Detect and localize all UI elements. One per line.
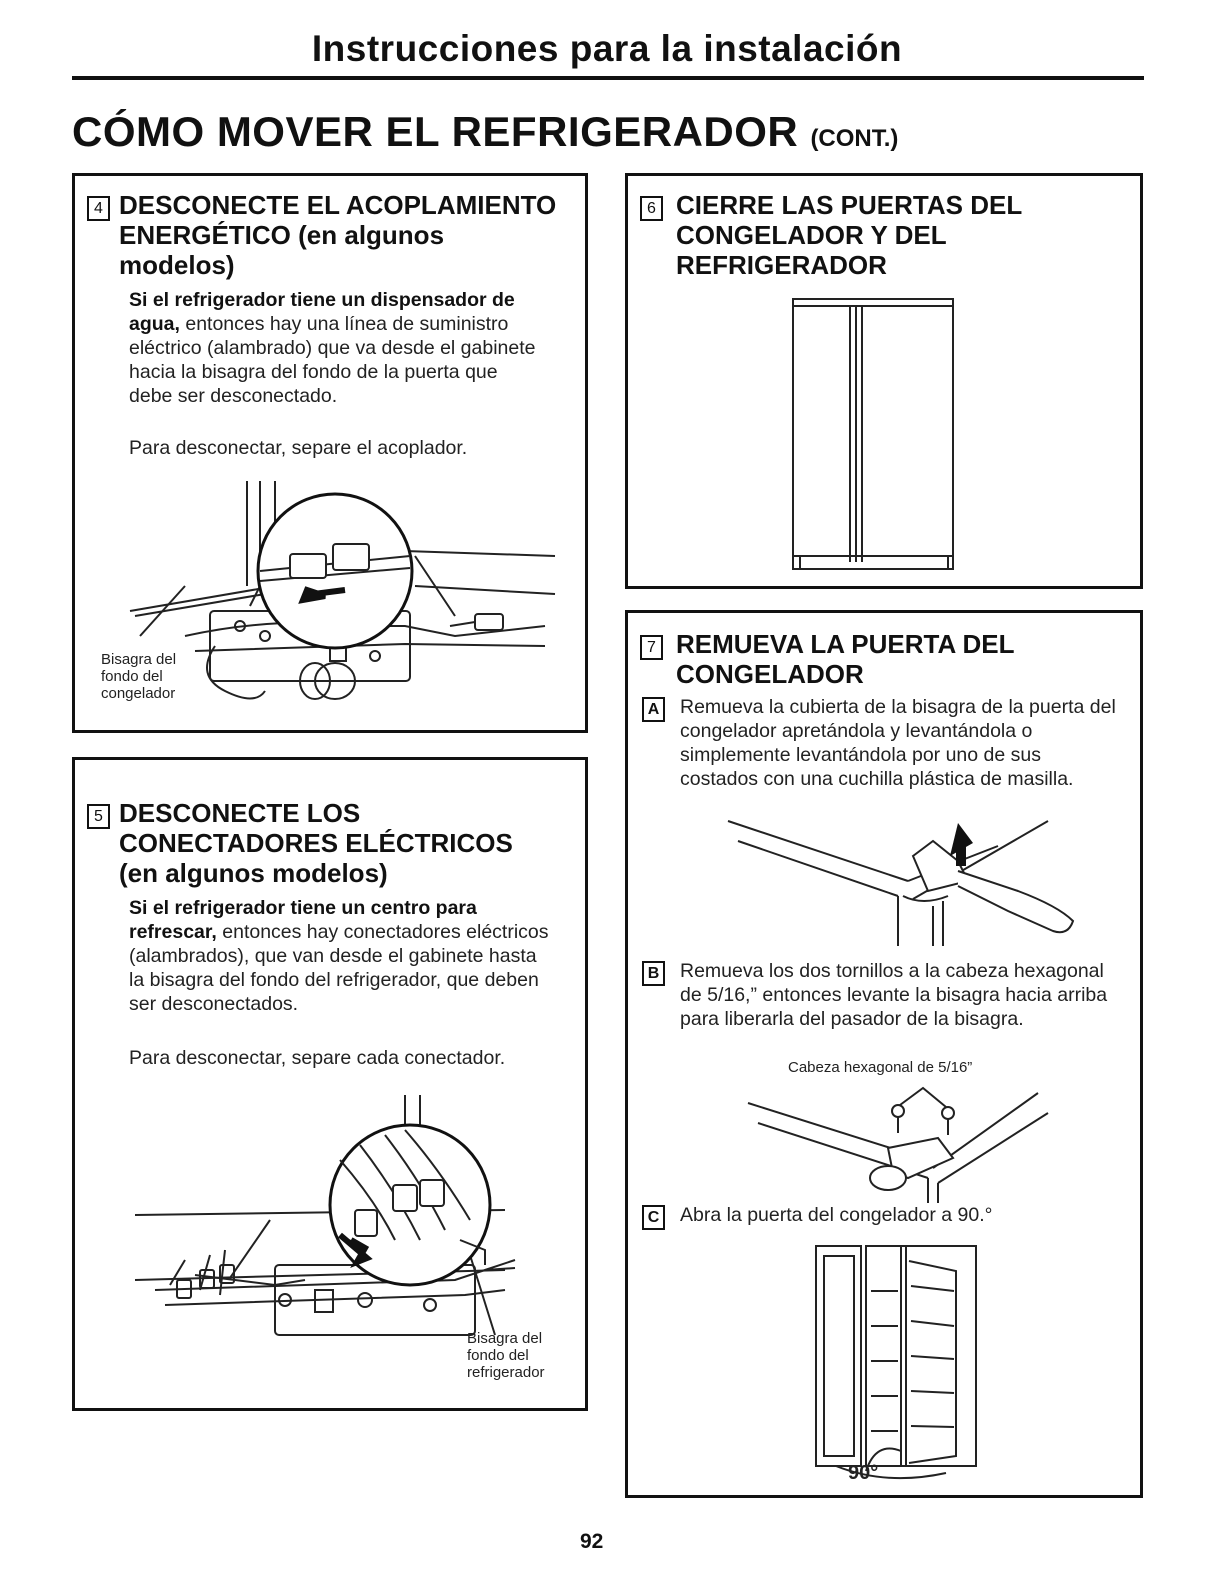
- section-cont: (CONT.): [810, 125, 899, 152]
- step4-bold-lead: Si el refrigerador tiene un dispensador de agua,: [129, 289, 515, 335]
- step5-bold-lead: Si el refrigerador tiene un centro para refrescar,: [129, 897, 477, 943]
- section-title: [72, 108, 898, 156]
- step7-box: [625, 610, 1143, 1498]
- step7-number: 7: [640, 635, 663, 660]
- header-rule: [72, 76, 1144, 80]
- step4-caption-line1: Bisagra del: [101, 651, 177, 668]
- step6-number: 6: [640, 196, 663, 221]
- step5-caption-line2: fondo del: [467, 1347, 529, 1364]
- step4-title: [119, 190, 589, 280]
- step6-title-line3: REFRIGERADOR: [676, 250, 887, 280]
- page-number: 92: [580, 1530, 604, 1553]
- step7-c-letter: C: [642, 1205, 665, 1230]
- step5-caption-line3: refrigerador: [467, 1364, 545, 1381]
- step4-box: [72, 173, 588, 733]
- step5-title-line3: (en algunos modelos): [119, 858, 388, 888]
- step4-caption-line2: fondo del: [101, 668, 163, 685]
- refrigerator-closed-illustration: [788, 294, 968, 574]
- step7-c-text: Abra la puerta del congelador a 90.°: [680, 1204, 993, 1226]
- hinge-cover-illustration: [718, 811, 1058, 956]
- step5-title-line1: DESCONECTE LOS: [119, 798, 361, 828]
- step5-title-line2: CONECTADORES ELÉCTRICOS: [119, 828, 513, 858]
- step7-angle-label: 90°: [848, 1462, 879, 1484]
- step5-body2: Para desconectar, separe cada conectador.: [129, 1047, 506, 1069]
- step4-body: [129, 288, 539, 408]
- step5-illustration: [75, 1090, 585, 1360]
- step7-title: [676, 629, 1136, 689]
- step4-title-line2: ENERGÉTICO (en algunos: [119, 220, 445, 250]
- step5-body-text: entonces hay conectadores eléctricos (alambrados), que van desde el gabinete hasta la bisagra del fondo del refrigerador, que deben ser desconectados.: [129, 921, 549, 1015]
- step6-title-line2: CONGELADOR Y DEL: [676, 220, 947, 250]
- step4-title-line1: DESCONECTE EL ACOPLAMIENTO: [119, 190, 557, 220]
- step4-body2: Para desconectar, separe el acoplador.: [129, 437, 468, 459]
- step5-caption-line1: Bisagra del: [467, 1330, 543, 1347]
- step4-caption-line3: congelador: [101, 685, 176, 702]
- step4-body-text: entonces hay una línea de suministro eléctrico (alambrado) que va desde el gabinete hacia la bisagra del fondo de la puerta que debe ser desconectado.: [129, 313, 536, 407]
- step7-a-text: Remueva la cubierta de la bisagra de la puerta del congelador apretándola y levantándola o simplemente levantándola por uno de sus costados con una cuchilla plástica de masilla.: [680, 696, 1116, 790]
- step5-body: [129, 896, 549, 1016]
- step7-a-letter: A: [642, 697, 665, 722]
- step6-title: [676, 190, 1136, 280]
- hinge-screws-illustration: [738, 1083, 1068, 1203]
- step4-number: 4: [87, 196, 110, 221]
- step6-title-line1: CIERRE LAS PUERTAS DEL: [676, 190, 1023, 220]
- refrigerator-open-illustration: [806, 1241, 996, 1484]
- step4-illustration: [75, 476, 585, 736]
- header-title: Instrucciones para la instalación: [311, 28, 903, 69]
- step7-b-text: Remueva los dos tornillos a la cabeza hexagonal de 5/16,” entonces levante la bisagra hacia arriba para liberarla del pasador de la bisagra.: [680, 960, 1108, 1030]
- step7-title-line1: REMUEVA LA PUERTA DEL: [676, 629, 1015, 659]
- step7-b-letter: B: [642, 961, 665, 986]
- step6-box: [625, 173, 1143, 589]
- step5-number: 5: [87, 804, 110, 829]
- step5-title: [119, 798, 589, 888]
- section-title-text: CÓMO MOVER EL REFRIGERADOR: [72, 108, 799, 155]
- step4-title-line3: modelos): [119, 250, 235, 280]
- step5-box: [72, 757, 588, 1411]
- step7-b-caption: Cabeza hexagonal de 5/16”: [788, 1059, 973, 1076]
- step7-title-line2: CONGELADOR: [676, 659, 864, 689]
